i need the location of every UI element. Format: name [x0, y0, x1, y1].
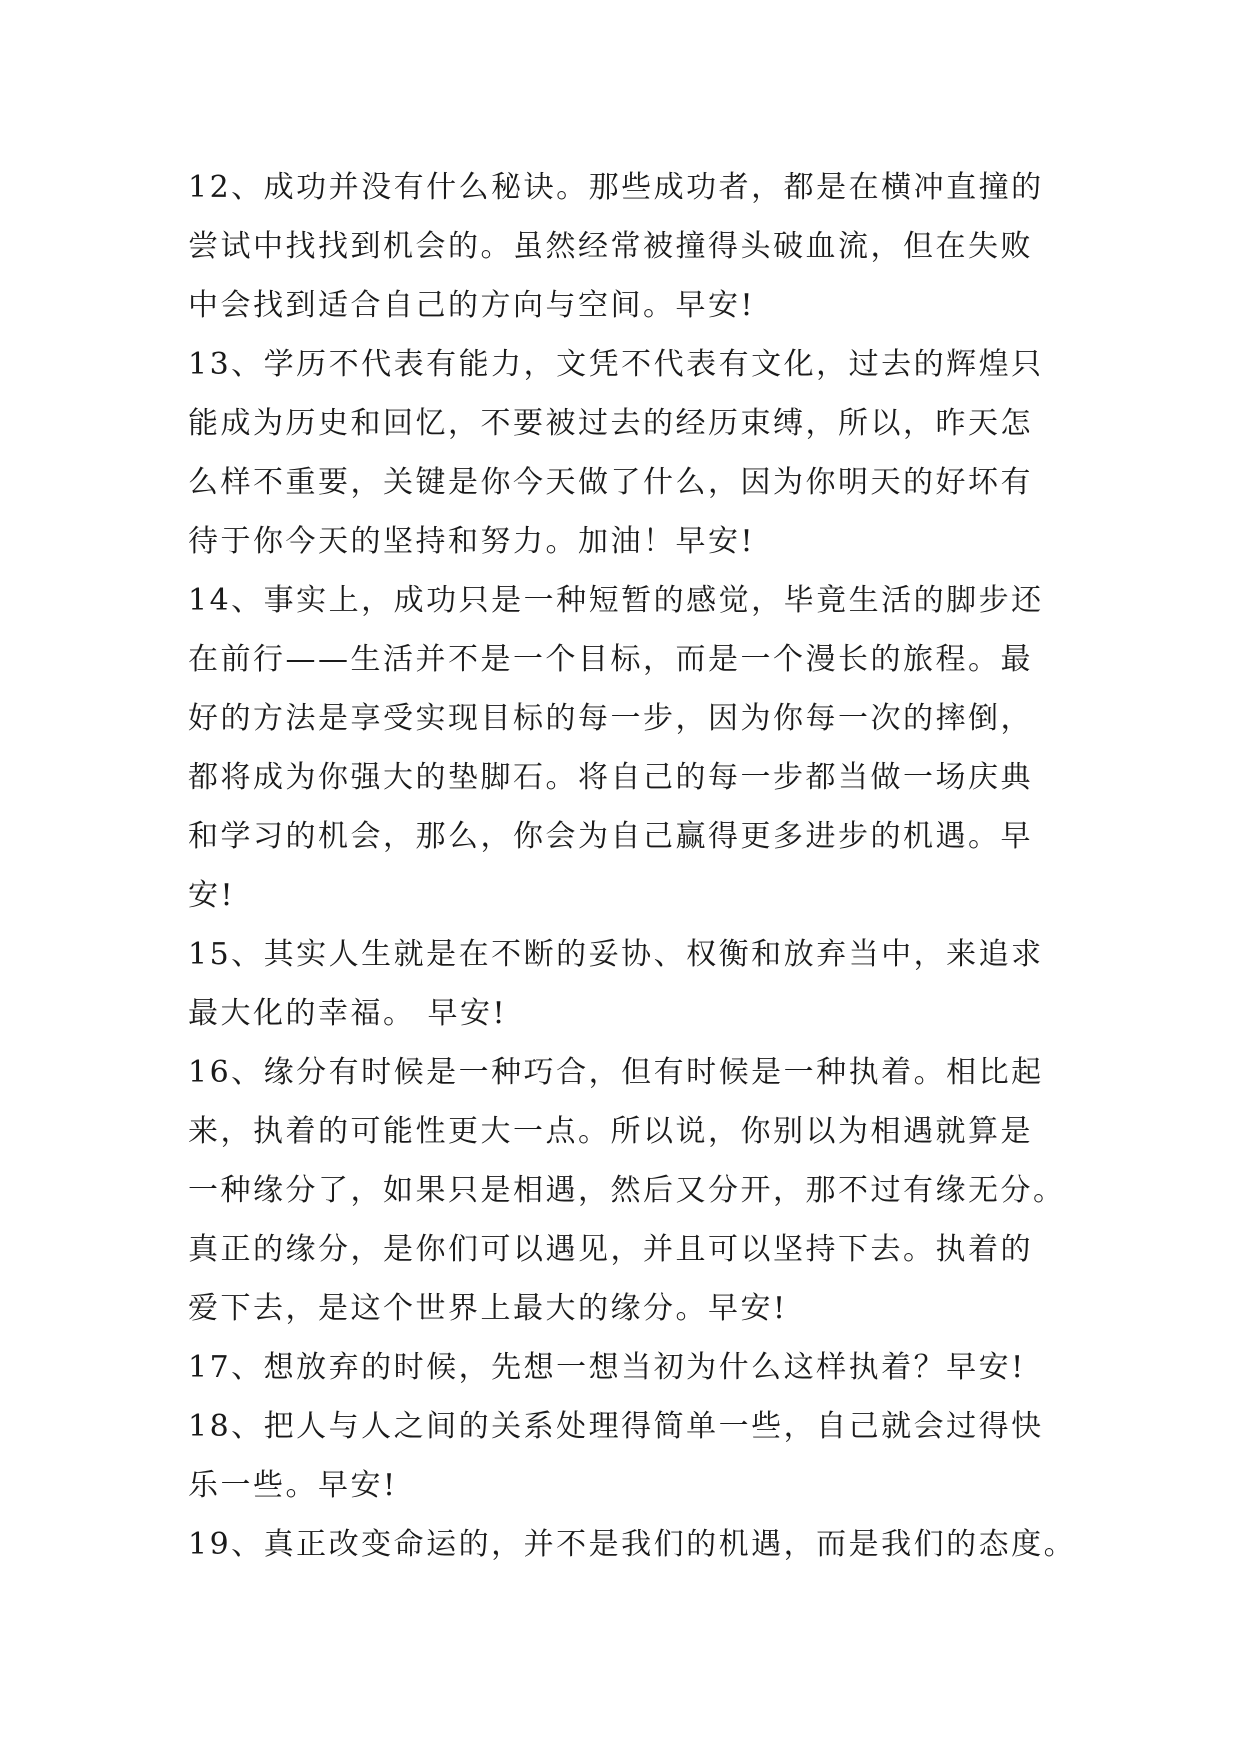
text-line: 17、想放弃的时候，先想一想当初为什么这样执着？早安!	[188, 1350, 1026, 1385]
text-line: 13、学历不代表有能力，文凭不代表有文化，过去的辉煌只	[188, 347, 1044, 382]
text-line: 16、缘分有时候是一种巧合，但有时候是一种执着。相比起	[188, 1055, 1044, 1090]
text-line: 最大化的幸福。 早安!	[188, 996, 508, 1031]
text-line: 爱下去，是这个世界上最大的缘分。早安!	[188, 1291, 788, 1326]
text-line: 尝试中找找到机会的。虽然经常被撞得头破血流，但在失败	[188, 229, 1033, 264]
text-line: 安!	[188, 878, 236, 913]
text-line: 19、真正改变命运的，并不是我们的机遇，而是我们的态度。	[188, 1527, 1077, 1562]
text-line: 12、成功并没有什么秘诀。那些成功者，都是在横冲直撞的	[188, 170, 1044, 205]
text-line: 乐一些。早安!	[188, 1468, 398, 1503]
text-line: 能成为历史和回忆，不要被过去的经历束缚，所以，昨天怎	[188, 406, 1033, 441]
text-line: 18、把人与人之间的关系处理得简单一些，自己就会过得快	[188, 1409, 1044, 1444]
text-line: 来，执着的可能性更大一点。所以说，你别以为相遇就算是	[188, 1114, 1033, 1149]
text-line: 中会找到适合自己的方向与空间。早安!	[188, 288, 756, 323]
text-line: 15、其实人生就是在不断的妥协、权衡和放弃当中，来追求	[188, 937, 1044, 972]
text-line: 待于你今天的坚持和努力。加油！早安!	[188, 524, 756, 559]
text-line: 一种缘分了，如果只是相遇，然后又分开，那不过有缘无分。	[188, 1173, 1066, 1208]
text-line: 好的方法是享受实现目标的每一步，因为你每一次的摔倒，	[188, 701, 1033, 736]
text-line: 都将成为你强大的垫脚石。将自己的每一步都当做一场庆典	[188, 760, 1033, 795]
text-line: 在前行——生活并不是一个目标，而是一个漫长的旅程。最	[188, 642, 1033, 677]
document-body	[188, 158, 1077, 1574]
text-line: 真正的缘分，是你们可以遇见，并且可以坚持下去。执着的	[188, 1232, 1033, 1267]
text-line: 么样不重要，关键是你今天做了什么，因为你明天的好坏有	[188, 465, 1033, 500]
text-line: 14、事实上，成功只是一种短暂的感觉，毕竟生活的脚步还	[188, 583, 1044, 618]
text-line: 和学习的机会，那么，你会为自己赢得更多进步的机遇。早	[188, 819, 1033, 854]
